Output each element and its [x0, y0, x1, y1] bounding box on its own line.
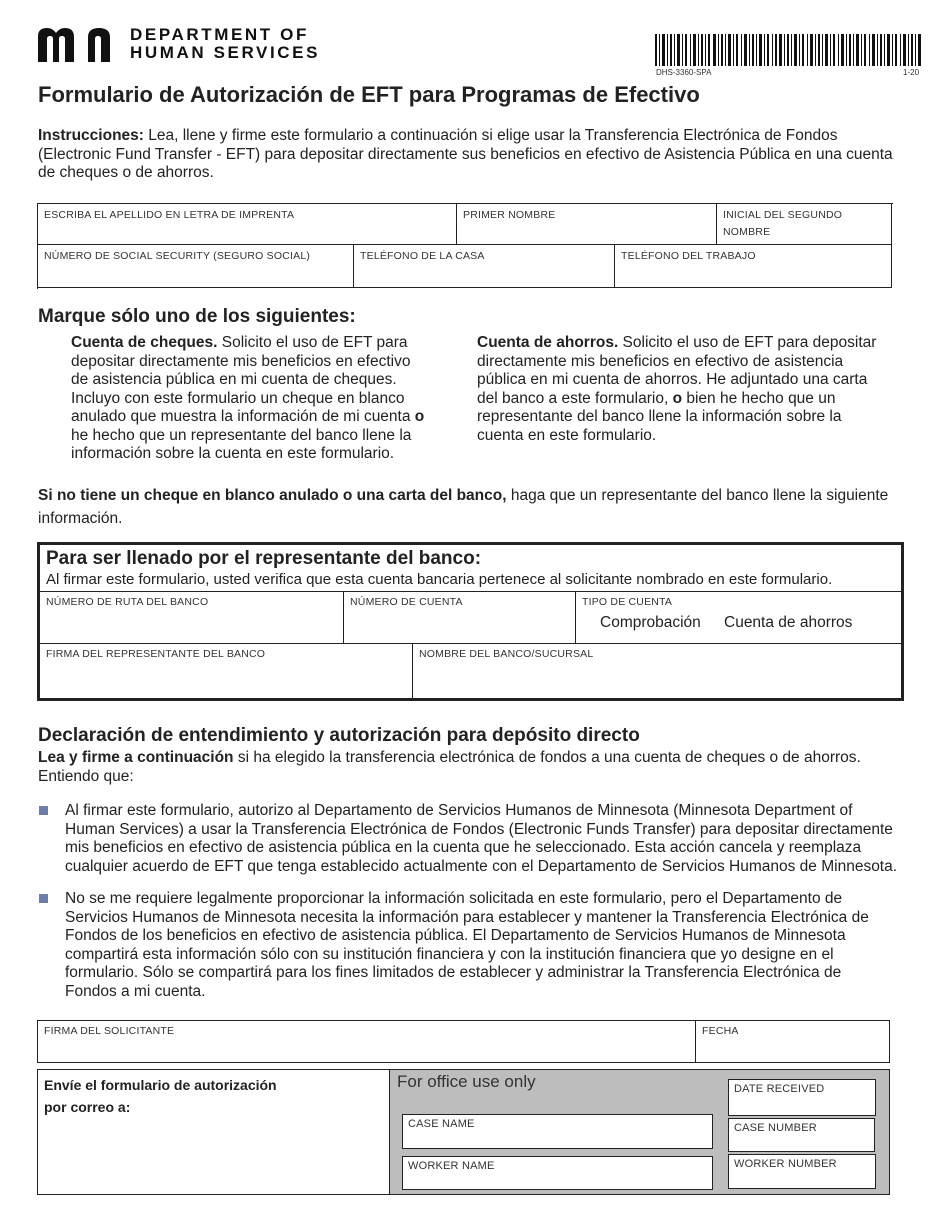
home-phone-field[interactable]: TELÉFONO DE LA CASA — [354, 245, 615, 288]
form-code: DHS-3360-SPA — [656, 68, 712, 77]
bank-section — [37, 542, 904, 701]
work-phone-field[interactable]: TELÉFONO DEL TRABAJO — [615, 245, 892, 288]
bullet-square-icon — [39, 894, 48, 903]
declaration-heading: Declaración de entendimiento y autorización para depósito directo — [38, 725, 640, 746]
savings-title: Cuenta de ahorros. — [477, 334, 619, 351]
checking-title: Cuenta de cheques. — [71, 334, 218, 351]
middle-initial-field[interactable]: INICIAL DEL SEGUNDO NOMBRE — [717, 204, 892, 245]
bullet-square-icon — [39, 806, 48, 815]
account-number-field[interactable]: NÚMERO DE CUENTA — [344, 592, 576, 644]
office-use-panel — [389, 1070, 889, 1194]
page-title: Formulario de Autorización de EFT para Programas de Efectivo — [38, 82, 700, 107]
worker-number-field[interactable]: WORKER NUMBER — [728, 1154, 876, 1189]
mail-to-block: Envíe el formulario de autorización por correo a: — [44, 1077, 277, 1115]
signature-row — [37, 1020, 890, 1063]
instructions-label: Instrucciones: — [38, 127, 144, 144]
applicant-info-table — [37, 203, 893, 289]
choice-heading: Marque sólo uno de los siguientes: — [38, 306, 356, 327]
date-field[interactable]: FECHA — [702, 1025, 739, 1037]
date-received-field[interactable]: DATE RECEIVED — [728, 1079, 876, 1116]
form-date: 1-20 — [903, 68, 920, 77]
worker-name-field[interactable]: WORKER NAME — [402, 1156, 713, 1190]
applicant-signature-field[interactable]: FIRMA DEL SOLICITANTE — [38, 1021, 696, 1062]
bank-subtext: Al firmar este formulario, usted verifica que esta cuenta bancaria pertenece al solicitante nombrado en este formulario. — [46, 571, 833, 588]
first-name-field[interactable]: PRIMER NOMBRE — [457, 204, 717, 245]
bank-name-field[interactable]: NOMBRE DEL BANCO/SUCURSAL — [419, 648, 594, 660]
declaration-bullet-1: Al firmar este formulario, autorizo al Departamento de Servicios Humanos de Minnesota (Minnesota Department of Human Services) a usar la Transferencia Electrónica de Fondos (Electronic Funds Transfer) para depositar directamente mis beneficios en efectivo de asistencia pública en la cuenta que he seleccionado. Esta acción cancela y reemplaza cualquier acuerdo de EFT que tenga establecido actualmente con el Departamento de Servicios Humanos de Minnesota. — [65, 802, 898, 875]
mn-logo-icon — [38, 28, 124, 62]
instructions-text: Lea, llene y firme este formulario a continuación si elige usar la Transferencia Electrónica de Fondos (Electronic Fund Transfer - EFT) para depositar directamente sus beneficios en efectivo de Asistencia Pública en una cuenta de cheques o de ahorros. — [38, 127, 893, 181]
checking-option[interactable]: Cuenta de cheques. Solicito el uso de EFT para depositar directamente mis beneficios en efectivo de asistencia pública en mi cuenta de cheques. Incluyo con este formulario un cheque en blanco anulado que muestra la información de mi cuenta o he hecho que un representante del banco llene la información sobre la cuenta en este formulario. — [71, 334, 425, 462]
barcode — [655, 34, 923, 66]
routing-number-field[interactable]: NÚMERO DE RUTA DEL BANCO — [40, 592, 344, 644]
bank-heading: Para ser llenado por el representante del banco: — [46, 548, 482, 569]
case-number-field[interactable]: CASE NUMBER — [728, 1118, 875, 1152]
agency-name-line2: HUMAN SERVICES — [130, 43, 321, 62]
account-type-field: TIPO DE CUENTA Comprobación Cuenta de ahorros — [576, 592, 901, 644]
dhs-logo — [38, 26, 338, 66]
instructions — [38, 127, 908, 183]
agency-name-line1: DEPARTMENT OF — [130, 25, 309, 44]
ssn-field[interactable]: NÚMERO DE SOCIAL SECURITY (SEGURO SOCIAL) — [38, 245, 354, 288]
savings-option[interactable]: Cuenta de ahorros. Solicito el uso de EFT para depositar directamente mis beneficios en efectivo de asistencia pública en mi cuenta de ahorros. He adjuntado una carta del banco a este formulario, o bien he hecho que un representante del banco llene la información sobre la cuenta en este formulario. — [477, 334, 877, 444]
office-use-heading: For office use only — [397, 1072, 536, 1091]
declaration-bullet-2: No se me requiere legalmente proporcionar la información solicitada en este formulario, pero el Departamento de Servicios Humanos de Minnesota necesita la información para establecer y mantener la Transferencia Electrónica de Fondos de los beneficios en efectivo de asistencia pública. El Departamento de Servicios Humanos de Minnesota compartirá esta información sólo con su institución financiera y con la institución financiera que yo designe en el formulario. Sólo se compartirá para los fines limitados de establecer y administrar la Transferencia Electrónica de Fondos a mi cuenta. — [65, 890, 869, 1000]
account-type-checking-option[interactable]: Comprobación — [600, 614, 701, 631]
no-check-note: Si no tiene un cheque en blanco anulado o una carta del banco, haga que un representante del banco llene la siguiente información. — [38, 487, 889, 527]
case-name-field[interactable]: CASE NAME — [402, 1114, 713, 1149]
declaration-intro: Lea y firme a continuación si ha elegido la transferencia electrónica de fondos a una cuenta de cheques o de ahorros. Entiendo que: — [38, 749, 861, 785]
last-name-field[interactable]: ESCRIBA EL APELLIDO EN LETRA DE IMPRENTA — [38, 204, 457, 245]
account-type-savings-option[interactable]: Cuenta de ahorros — [724, 614, 853, 631]
mail-office-box — [37, 1069, 890, 1195]
bank-rep-signature-field[interactable]: FIRMA DEL REPRESENTANTE DEL BANCO — [40, 644, 413, 699]
